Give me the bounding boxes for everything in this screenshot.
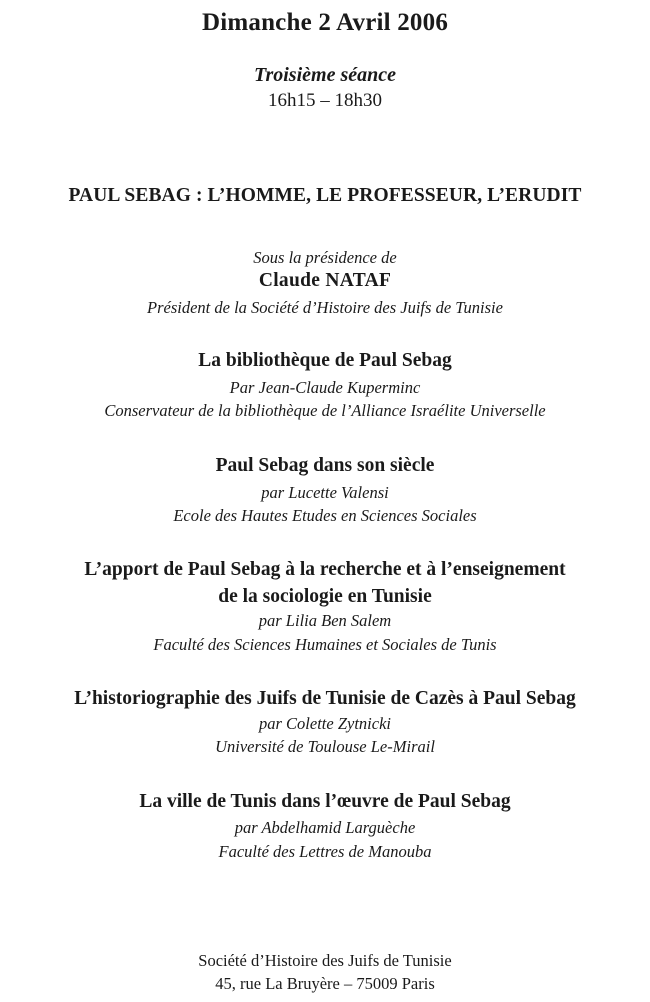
- talk-title: Paul Sebag dans son siècle: [215, 455, 435, 476]
- talk-title: La ville de Tunis dans l’œuvre de Paul Sebag: [139, 791, 511, 812]
- talk-affiliation: Université de Toulouse Le-Mirail: [215, 737, 435, 756]
- chair-intro: Sous la présidence de: [253, 248, 397, 267]
- talk-affiliation: Faculté des Lettres de Manouba: [218, 842, 432, 861]
- talk-speaker: par Lucette Valensi: [261, 483, 389, 502]
- footer-organization: Société d’Histoire des Juifs de Tunisie: [198, 951, 452, 970]
- talk-affiliation: Faculté des Sciences Humaines et Sociales de Tunis: [153, 635, 497, 654]
- chair-role: Président de la Société d’Histoire des Juifs de Tunisie: [147, 298, 503, 317]
- talk-title-continued: de la sociologie en Tunisie: [218, 586, 432, 607]
- talk-speaker: par Abdelhamid Larguèche: [234, 818, 416, 837]
- page-date: Dimanche 2 Avril 2006: [201, 9, 449, 36]
- footer-address: 45, rue La Bruyère – 75009 Paris: [215, 974, 435, 993]
- main-title: PAUL SEBAG : L’HOMME, LE PROFESSEUR, L’ERUDIT: [68, 185, 582, 206]
- chair-name: Claude NATAF: [258, 270, 392, 291]
- talk-affiliation: Conservateur de la bibliothèque de l’Alliance Israélite Universelle: [104, 401, 546, 420]
- talk-speaker: par Colette Zytnicki: [259, 714, 391, 733]
- session-time: 16h15 – 18h30: [268, 90, 382, 111]
- talk-speaker: Par Jean-Claude Kuperminc: [229, 378, 421, 397]
- talk-speaker: par Lilia Ben Salem: [258, 611, 392, 630]
- talk-affiliation: Ecole des Hautes Etudes en Sciences Sociales: [173, 506, 477, 525]
- session-title: Troisième séance: [253, 64, 396, 86]
- talk-title: L’apport de Paul Sebag à la recherche et à l’enseignement: [84, 559, 566, 580]
- talk-title: L’historiographie des Juifs de Tunisie de Cazès à Paul Sebag: [74, 688, 576, 709]
- talk-title: La bibliothèque de Paul Sebag: [198, 350, 452, 371]
